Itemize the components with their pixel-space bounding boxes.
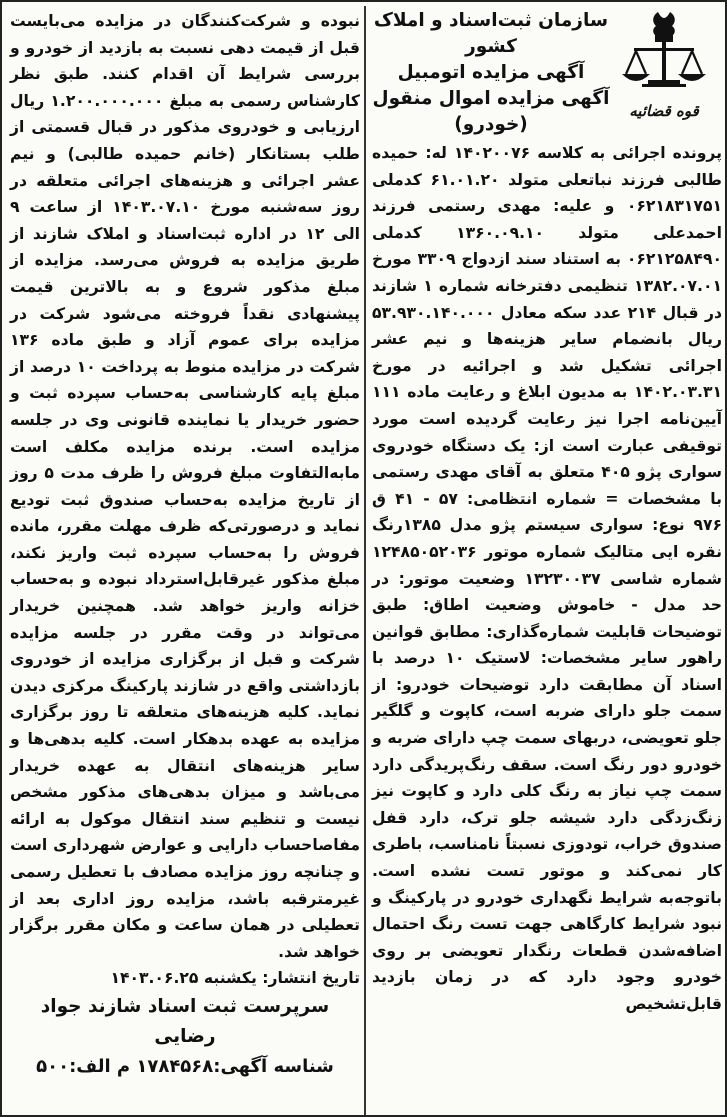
publication-date: تاریخ انتشار: یکشنبه ۱۴۰۳.۰۶.۲۵ <box>110 969 360 988</box>
ad-title-movables: آگهی مزایده اموال منقول <box>372 88 610 109</box>
ad-header <box>372 8 722 140</box>
right-column <box>372 8 722 1018</box>
ad-title-vehicle: (خودرو) <box>454 114 528 135</box>
right-column-text: پرونده اجرائی به کلاسه ۱۴۰۲۰۰۷۶ له: حمیده طالبی فرزند نباتعلی متولد ۶۱.۰۱.۲۰ کدملی ۰۶۲۱۸۳۱۷۵۱ و علیه: مهدی رستمی فرزند احمدعلی متولد ۱۳۶۰.۰۹.۱۰ کدملی ۰۶۲۱۲۵۸۴۹۰ به استناد سند ازدواج ۳۳۰۹ مورخ ۱۳۸۲.۰۷.۰۱ تنظیمی دفترخانه شماره ۱ شازند در قبال ۲۱۴ عدد سکه معادل ۵۳.۹۳۰.۱۴۰.۰۰۰ ریال بانضمام سایر هزینه‌ها و نیم عشر اجرائی تشکیل شد و اجرائیه در مورخ ۱۴۰۲.۰۳.۳۱ به مدیون ابلاغ و رعایت ماده ۱۱۱ آیین‌نامه اجرا نیز رعایت گردیده است مورد توقیفی عبارت است از: یک دستگاه خودروی سواری پژو ۴۰۵ متعلق به آقای مهدی رستمی با مشخصات = شماره انتظامی: ۵۷ - ۴۱ ق ۹۷۶ نوع: سواری سیستم پژو مدل ۱۳۸۵رنگ نقره ایی متالیک شماره موتور ۱۲۴۸۵۰۵۲۰۳۶ شماره شاسی ۱۳۲۳۰۰۳۷ وضعیت موتور: در حد مدل - خاموش وضعیت اطاق: طبق توضیحات قابلیت شماره‌گذاری: مطابق قوانین راهور سایر مشخصات: لاستیک ۱۰ درصد با اسناد آن مطابقت دارد توضیحات خودرو: از سمت جلو دارای ضربه است، کاپوت و گلگیر جلو تعویضی، دربهای سمت چپ دارای ضربه و خودرو دور رنگ است. سقف رنگ‌پریدگی دارد سمت چپ نیاز به رنگ کلی دارد و کاپوت نیز زنگ‌زدگی دارد شیشه جلو ترک، دارد قفل صندوق خراب، تودوزی نسبتاً نامناسب، باطری کار نمی‌کند و موتور تست نشده است. باتوجه‌به شرایط نگهداری خودرو در پارکینگ و نبود شرایط کارگاهی جهت تست رنگ احتمال اضافه‌شدن قطعات رنگدار تعویضی بر روی خودرو وجود دارد که در زمان بازدید قابل‌تشخیص <box>372 144 722 1013</box>
left-column <box>10 8 360 1082</box>
emblem-caption: قوه قضائیه <box>629 102 699 120</box>
left-column-text: نبوده و شرکت‌کنندگان در مزایده می‌بایست قبل از قیمت دهی نسبت به بازدید از خودرو و بررسی شرایط آن اقدام کنند. طبق نظر کارشناس رسمی به مبلغ ۱.۲۰۰.۰۰۰.۰۰۰ ریال ارزیابی و خودروی مذکور در قبال قسمتی از طلب بستانکار (خانم حمیده طالبی) و نیم عشر اجرائی و هزینه‌های اجرائی متعلقه در روز سه‌شنبه مورخ ۱۴۰۳.۰۷.۱۰ از ساعت ۹ الی ۱۲ در اداره ثبت‌اسناد و املاک شازند از طریق مزایده به فروش می‌رسد. مزایده از مبلغ مذکور شروع و به بالاترین قیمت پیشنهادی نقداً فروخته می‌شود شرکت در مزایده برای عموم آزاد و طبق ماده ۱۳۶ شرکت در مزایده منوط به پرداخت ۱۰ درصد از مبلغ پایه کارشناسی به‌حساب سپرده ثبت و حضور خریدار یا نماینده قانونی وی در جلسه مزایده است. برنده مزایده مکلف است مابه‌التفاوت مبلغ فروش را ظرف مدت ۵ روز از تاریخ مزایده به‌حساب صندوق ثبت تودیع نماید و درصورتی‌که ظرف مهلت مقرر، مانده فروش را به‌حساب سپرده ثبت واریز نکند، مبلغ مذکور غیرقابل‌استرداد نبوده و به‌حساب خزانه واریز خواهد شد. همچنین خریدار می‌تواند در وقت مقرر در جلسه مزایده شرکت و قبل از برگزاری مزایده از خودروی بازداشتی واقع در شازند پارکینگ مرکزی دیدن نماید. کلیه هزینه‌های متعلقه تا روز برگزاری مزایده به عهده بدهکار است. کلیه بدهی‌ها و سایر هزینه‌های انتقال به عهده خریدار می‌باشد و میزان بدهی‌های مذکور مشخص نیست و تنظیم سند انتقال موکول به ارائه مفاصاحساب دارایی و عوارض شهرداری است و چنانچه روز مزایده مصادف با تعطیل رسمی غیرمترقبه باشد، مزایده روز اداری بعد از تعطیلی در همان ساعت و مکان مقرر برگزار خواهد شد. <box>10 12 361 961</box>
header-titles <box>372 8 610 138</box>
column-divider <box>364 6 366 1115</box>
org-name-line1: سازمان ثبت‌اسناد و املاک <box>373 10 609 31</box>
ad-title-car: آگهی مزایده اتومبیل <box>397 62 585 83</box>
judiciary-emblem-icon <box>612 8 716 126</box>
org-name-line2: کشور <box>465 36 517 57</box>
signature-line: سرپرست ثبت اسناد شازند جواد رضایی <box>40 995 330 1047</box>
ad-reference-number: شناسه آگهی:۱۷۸۴۵۶۸ م الف:۵۰۰ <box>36 1055 334 1077</box>
